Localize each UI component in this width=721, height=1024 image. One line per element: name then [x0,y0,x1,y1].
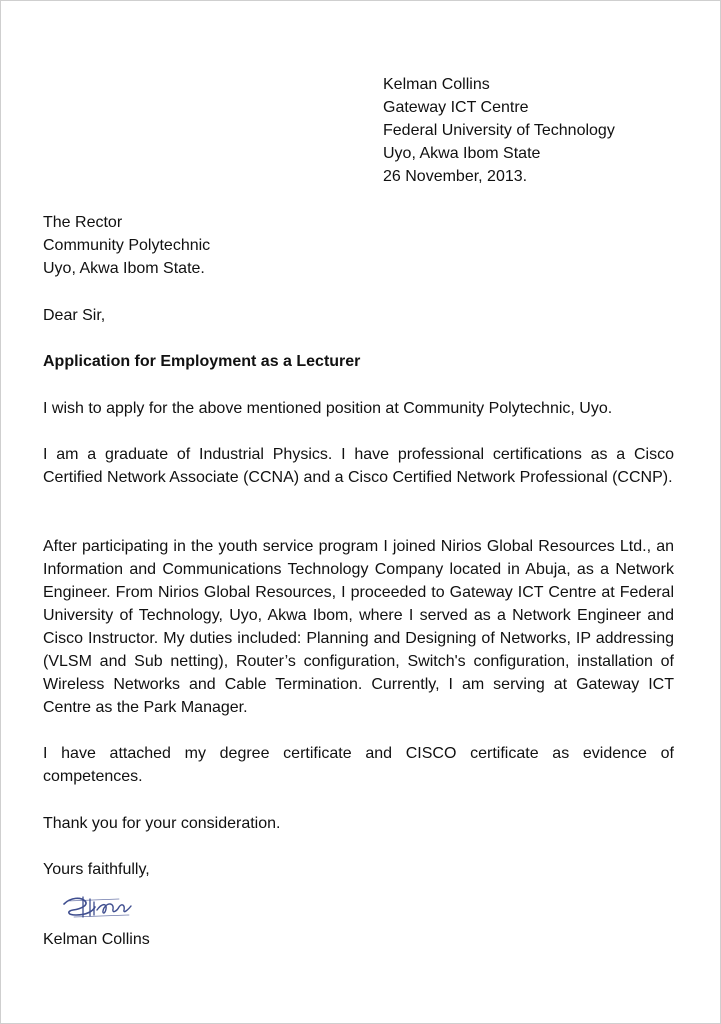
recipient-location: Uyo, Akwa Ibom State. [43,260,205,277]
recipient-title: The Rector [43,214,123,231]
salutation: Dear Sir, [43,307,106,324]
letter-date: 26 November, 2013. [383,168,528,185]
body-paragraph-4: I have attached my degree certificate and CISCO certificate as evidence of competences. [43,745,674,785]
complimentary-close: Yours faithfully, [43,861,150,878]
subject-line: Application for Employment as a Lecturer [43,353,361,370]
sender-address-block [383,73,703,188]
body-paragraph-3: After participating in the youth service program I joined Nirios Global Resources Ltd., an Information and Communications Technology Company located in Abuja, as a Network Engineer. From Nirios Global Resources, I proceeded to Gateway ICT Centre at Federal University of Technology, Uyo, Akwa Ibom, where I served as a Network Engineer and Cisco Instructor. My duties included: Planning and Designing of Networks, IP addressing (VLSM and Sub netting), Router’s configuration, Switch's configuration, installation of Wireless Networks and Cable Termination. Currently, I am serving at Gateway ICT Centre as the Park Manager. [43,538,674,716]
handwritten-signature [59,887,139,921]
body-paragraph-2: I am a graduate of Industrial Physics. I have professional certifications as a Cisco Certified Network Associate (CCNA) and a Cisco Certified Network Professional (CCNP). [43,446,674,486]
recipient-institution: Community Polytechnic [43,237,211,254]
thanks-line: Thank you for your consideration. [43,815,281,832]
sender-location: Uyo, Akwa Ibom State [383,145,541,162]
sender-institution: Federal University of Technology [383,122,615,139]
recipient-address-block [43,211,403,280]
sender-name: Kelman Collins [383,76,490,93]
signer-name: Kelman Collins [43,931,150,948]
sender-organization: Gateway ICT Centre [383,99,529,116]
body-paragraph-1: I wish to apply for the above mentioned position at Community Polytechnic, Uyo. [43,400,613,417]
